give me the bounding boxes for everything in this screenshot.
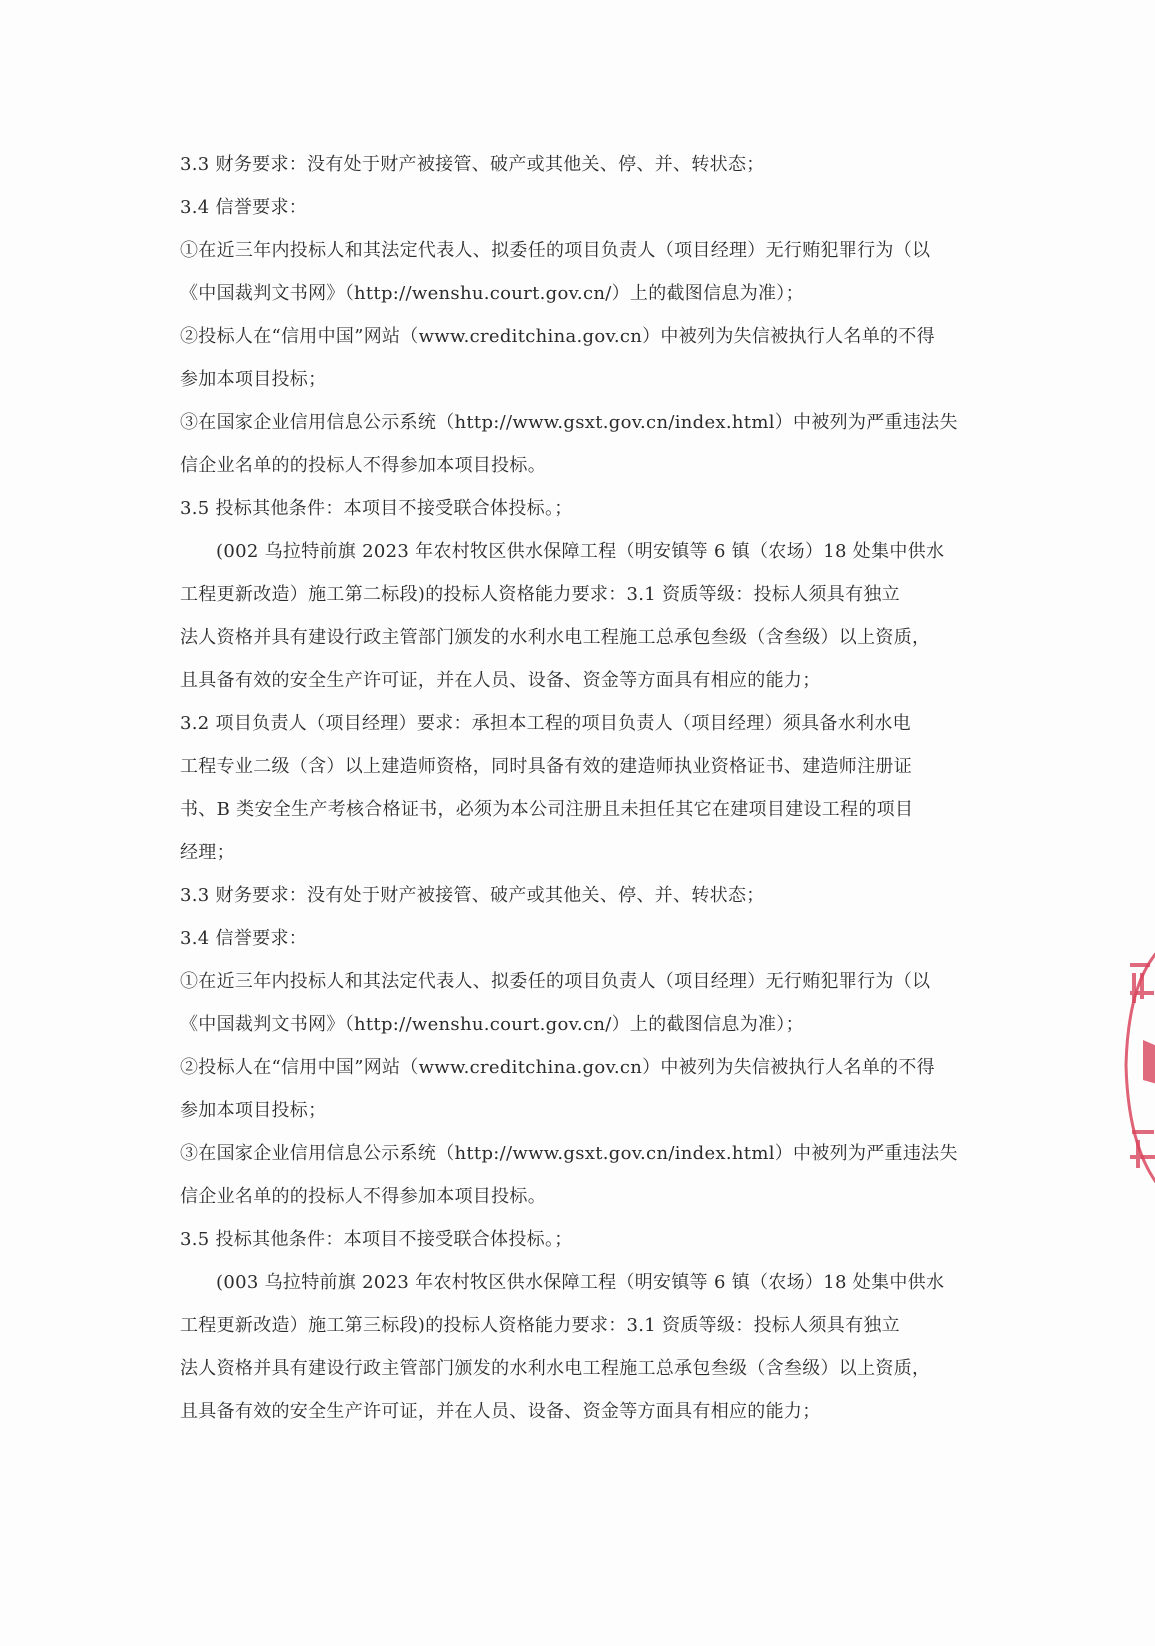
text-line: 信企业名单的的投标人不得参加本项目投标。: [180, 455, 546, 476]
text-line: ①在近三年内投标人和其法定代表人、拟委任的项目负责人（项目经理）无行贿犯罪行为（以: [180, 971, 931, 992]
text-line: 经理；: [180, 842, 235, 863]
text-line: 3.5 投标其他条件：本项目不接受联合体投标。；: [180, 1229, 573, 1250]
text-line: 3.2 项目负责人（项目经理）要求：承担本工程的项目负责人（项目经理）须具备水利水电: [180, 713, 911, 734]
text-line: 工程更新改造）施工第二标段)的投标人资格能力要求：3.1 资质等级：投标人须具有独立: [180, 584, 900, 605]
text-line: 信企业名单的的投标人不得参加本项目投标。: [180, 1186, 546, 1207]
text-line: 3.5 投标其他条件：本项目不接受联合体投标。；: [180, 498, 573, 519]
text-line: 3.4 信誉要求：: [180, 928, 308, 949]
text-line: 《中国裁判文书网》（http://wenshu.court.gov.cn/）上的截图信息为准）；: [180, 283, 804, 304]
text-line: 3.3 财务要求：没有处于财产被接管、破产或其他关、停、并、转状态；: [180, 885, 765, 906]
text-line: 《中国裁判文书网》（http://wenshu.court.gov.cn/）上的截图信息为准）；: [180, 1014, 804, 1035]
text-line: (003 乌拉特前旗 2023 年农村牧区供水保障工程（明安镇等 6 镇（农场）18 处集中供水: [216, 1272, 945, 1293]
text-line: ②投标人在“信用中国”网站（www.creditchina.gov.cn）中被列为失信被执行人名单的不得: [180, 1057, 935, 1078]
text-line: 且具备有效的安全生产许可证，并在人员、设备、资金等方面具有相应的能力；: [180, 670, 821, 691]
text-line: 书、B 类安全生产考核合格证书，必须为本公司注册且未担任其它在建项目建设工程的项目: [180, 799, 914, 820]
text-line: 3.4 信誉要求：: [180, 197, 308, 218]
text-line: 法人资格并具有建设行政主管部门颁发的水利水电工程施工总承包叁级（含叁级）以上资质，: [180, 627, 931, 648]
text-line: 法人资格并具有建设行政主管部门颁发的水利水电工程施工总承包叁级（含叁级）以上资质，: [180, 1358, 931, 1379]
text-line: 且具备有效的安全生产许可证，并在人员、设备、资金等方面具有相应的能力；: [180, 1401, 821, 1422]
text-line: 工程更新改造）施工第三标段)的投标人资格能力要求：3.1 资质等级：投标人须具有独立: [180, 1315, 900, 1336]
text-line: ②投标人在“信用中国”网站（www.creditchina.gov.cn）中被列为失信被执行人名单的不得: [180, 326, 935, 347]
text-line: 工程专业二级（含）以上建造师资格，同时具备有效的建造师执业资格证书、建造师注册证: [180, 756, 912, 777]
text-line: ①在近三年内投标人和其法定代表人、拟委任的项目负责人（项目经理）无行贿犯罪行为（以: [180, 240, 931, 261]
text-line: 参加本项目投标；: [180, 1100, 327, 1121]
text-line: ③在国家企业信用信息公示系统（http://www.gsxt.gov.cn/index.html）中被列为严重违法失: [180, 1143, 958, 1164]
text-line: (002 乌拉特前旗 2023 年农村牧区供水保障工程（明安镇等 6 镇（农场）18 处集中供水: [216, 541, 945, 562]
text-line: 参加本项目投标；: [180, 369, 327, 390]
text-line: 3.3 财务要求：没有处于财产被接管、破产或其他关、停、并、转状态；: [180, 154, 765, 175]
partial-seal-stamp: [1118, 945, 1155, 1195]
text-line: ③在国家企业信用信息公示系统（http://www.gsxt.gov.cn/index.html）中被列为严重违法失: [180, 412, 958, 433]
